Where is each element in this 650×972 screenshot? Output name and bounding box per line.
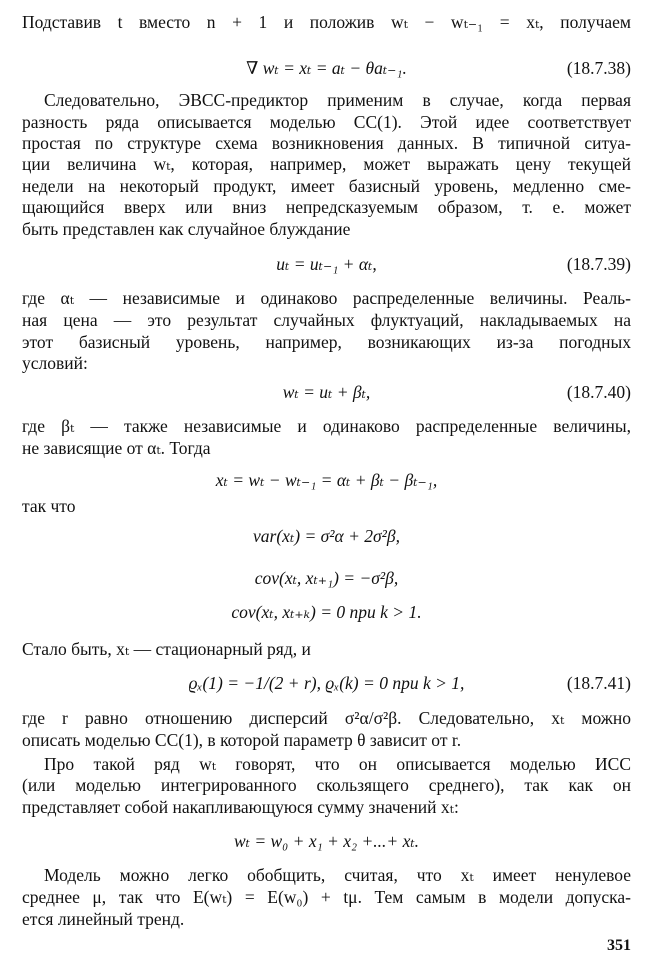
text-line: где r равно отношению дисперсий σ²α/σ²β. Следовательно, xₜ можно [22,708,631,728]
equation: cov(xₜ, xₜ₊ₖ) = 0 при k > 1. [231,602,422,622]
text-line: где βₜ — также независимые и одинаково распределенные величины, [22,416,631,436]
text-line: среднее μ, так что E(wₜ) = E(w₀) + tμ. Тем самым в модели допуска- [22,887,631,907]
text-line: ется линейный тренд. [22,909,185,929]
text-line: Модель можно легко обобщить, считая, что xₜ имеет ненулевое [44,865,631,885]
page-number: 351 [607,937,631,954]
equation: wₜ = uₜ + βₜ, [282,382,371,402]
text-line: так что [22,496,76,516]
equation: cov(xₜ, xₜ₊₁) = −σ²β, [254,568,399,588]
text-line: ции величина wₜ, которая, например, может выражать цену текущей [22,154,631,174]
equation: wₜ = w₀ + x₁ + x₂ +...+ xₜ. [233,831,420,851]
equation: uₜ = uₜ₋₁ + αₜ, [276,254,377,274]
equation: var(xₜ) = σ²α + 2σ²β, [253,526,400,546]
text-line: ная цена — это результат случайных флуктуаций, накладываемых на [22,310,631,330]
text-line: (или моделью интегрированного скользящего среднего), так как он [22,775,631,795]
text-line: условий: [22,353,88,373]
text-line: этот базисный уровень, например, возникающих из-за погодных [22,332,631,352]
text-line: Про такой ряд wₜ говорят, что он описывается моделью ИСС [44,754,631,774]
equation: xₜ = wₜ − wₜ₋₁ = αₜ + βₜ − βₜ₋₁, [215,470,438,490]
equation: ϱₓ(1) = −1/(2 + r), ϱₓ(k) = 0 при k > 1, [188,673,465,693]
equation-number: (18.7.39) [566,254,631,274]
text-line: простая по структуре схема возникновения данных. В типичной ситуа- [22,133,631,153]
equation-number: (18.7.41) [566,673,631,693]
equation: ∇ wₜ = xₜ = aₜ − θaₜ₋₁. [246,58,407,78]
text-line: описать моделью СС(1), в которой параметр θ зависит от r. [22,730,462,750]
text-line: не зависящие от αₜ. Тогда [22,438,211,458]
text-line: где αₜ — независимые и одинаково распределенные величины. Реаль- [22,288,631,308]
text-line: разность ряда описывается моделью СС(1). Этой идее соответствует [22,112,631,132]
equation-number: (18.7.40) [566,382,631,402]
text-line: Стало быть, xₜ — стационарный ряд, и [22,639,311,659]
text-line: недели на некоторый продукт, имеет базисный уровень, медленно сме- [22,176,631,196]
text-line: Следовательно, ЭВСС-предиктор применим в случае, когда первая [44,90,631,110]
text-line: щающийся вверх или вниз непредсказуемым образом, т. е. может [22,197,631,217]
text-line: Подставив t вместо n + 1 и положив wₜ − wₜ₋₁ = xₜ, получаем [22,12,631,32]
equation-number: (18.7.38) [566,58,631,78]
text-line: быть представлен как случайное блуждание [22,219,351,239]
text-line: представляет собой накапливающуюся сумму значений xₜ: [22,797,459,817]
